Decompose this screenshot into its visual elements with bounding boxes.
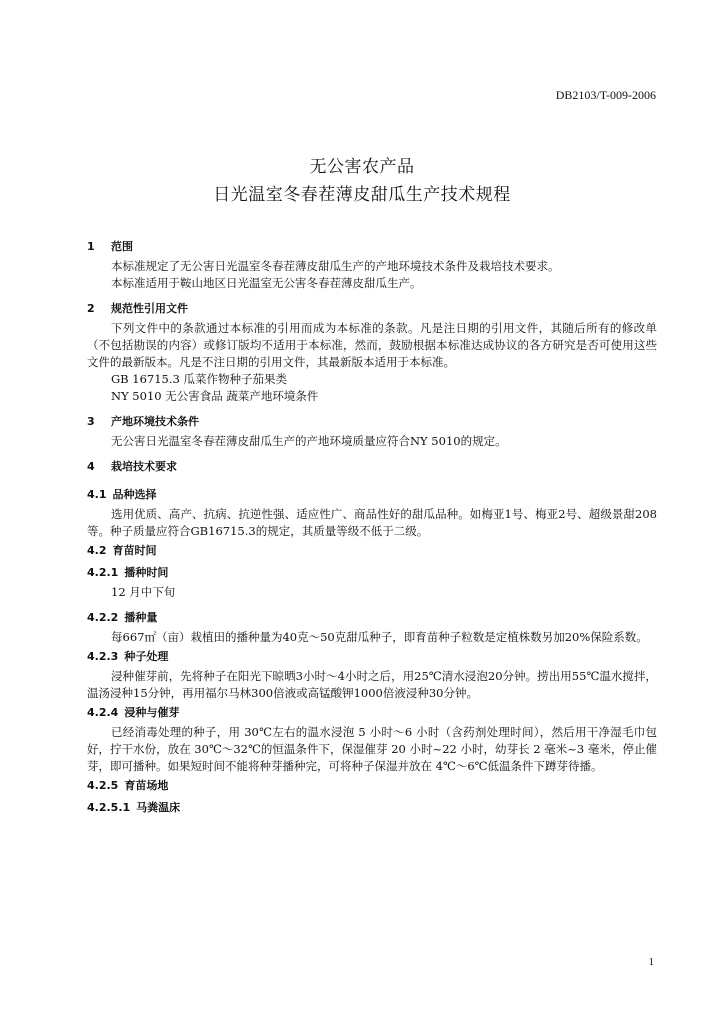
section-heading-3: 3 产地环境技术条件 <box>87 415 199 428</box>
section-3-paragraph: 无公害日光温室冬春茬薄皮甜瓜生产的产地环境质量应符合NY 5010的规定。 <box>111 434 507 448</box>
section-heading-4-2-4: 4.2.4 浸种与催芽 <box>87 706 180 719</box>
section-heading-4-2: 4.2 育苗时间 <box>87 544 157 557</box>
section-1-paragraph: 本标准规定了无公害日光温室冬春茬薄皮甜瓜生产的产地环境技术条件及栽培技术要求。 <box>111 259 560 273</box>
section-heading-2: 2 规范性引用文件 <box>87 302 188 315</box>
section-heading-4: 4 栽培技术要求 <box>87 460 177 473</box>
section-heading-4-2-2: 4.2.2 播种量 <box>87 611 158 624</box>
section-4-2-2-paragraph: 每667㎡（亩）栽植田的播种量为40克～50克甜瓜种子，即育苗种子粒数是定植株数另加20%保险系数。 <box>111 630 648 644</box>
reference-item: GB 16715.3 瓜菜作物种子茄果类 <box>111 372 288 386</box>
section-1-paragraph: 本标准适用于鞍山地区日光温室无公害冬春茬薄皮甜瓜生产。 <box>111 276 422 290</box>
document-body <box>87 236 657 819</box>
section-4-2-4-paragraph: 已经消毒处理的种子，用 30℃左右的温水浸泡 5 小时～6 小时（含药剂处理时间），然后用干净湿毛巾包好，拧干水份，放在 30℃～32℃的恒温条件下，保湿催芽 20 小时~22 小时，幼芽长 2 毫米~3 毫米，停止催芽，即可播种。如果短时间不能将种芽播种完，可将种子保湿并放在 4℃～6℃低温条件下蹲芽待播。 <box>87 725 657 773</box>
section-heading-4-2-1: 4.2.1 播种时间 <box>87 566 169 579</box>
section-heading-1: 1 范围 <box>87 240 133 253</box>
section-4-2-3-paragraph: 浸种催芽前，先将种子在阳光下晾晒3小时～4小时之后，用25℃清水浸泡20分钟。捞出用55℃温水搅拌，温汤浸种15分钟，再用福尔马林300倍液或高锰酸钾1000倍液浸种30分钟。 <box>87 669 657 700</box>
section-2-paragraph: 下列文件中的条款通过本标准的引用而成为本标准的条款。凡是注日期的引用文件，其随后所有的修改单（不包括勘误的内容）或修订版均不适用于本标准，然而，鼓励根据本标准达成协议的各方研究是否可使用这些文件的最新版本。凡是不注日期的引用文件，其最新版本适用于本标准。 <box>87 321 657 369</box>
page-number: 1 <box>648 956 654 968</box>
section-heading-4-1: 4.1 品种选择 <box>87 488 157 501</box>
section-heading-4-2-3: 4.2.3 种子处理 <box>87 650 169 663</box>
section-4-2-1-paragraph: 12 月中下旬 <box>111 585 176 599</box>
section-heading-4-2-5: 4.2.5 育苗场地 <box>87 779 169 792</box>
document-title-line2: 日光温室冬春茬薄皮甜瓜生产技术规程 <box>213 185 511 205</box>
document-title-line1: 无公害农产品 <box>309 157 415 177</box>
section-4-1-paragraph: 选用优质、高产、抗病、抗逆性强、适应性广、商品性好的甜瓜品种。如梅亚1号、梅亚2号、超级景甜208等。种子质量应符合GB16715.3的规定，其质量等级不低于二级。 <box>87 507 657 538</box>
document-code: DB2103/T-009-2006 <box>555 88 656 102</box>
section-heading-4-2-5-1: 4.2.5.1 马粪温床 <box>87 801 181 814</box>
reference-item: NY 5010 无公害食品 蔬菜产地环境条件 <box>111 389 319 403</box>
